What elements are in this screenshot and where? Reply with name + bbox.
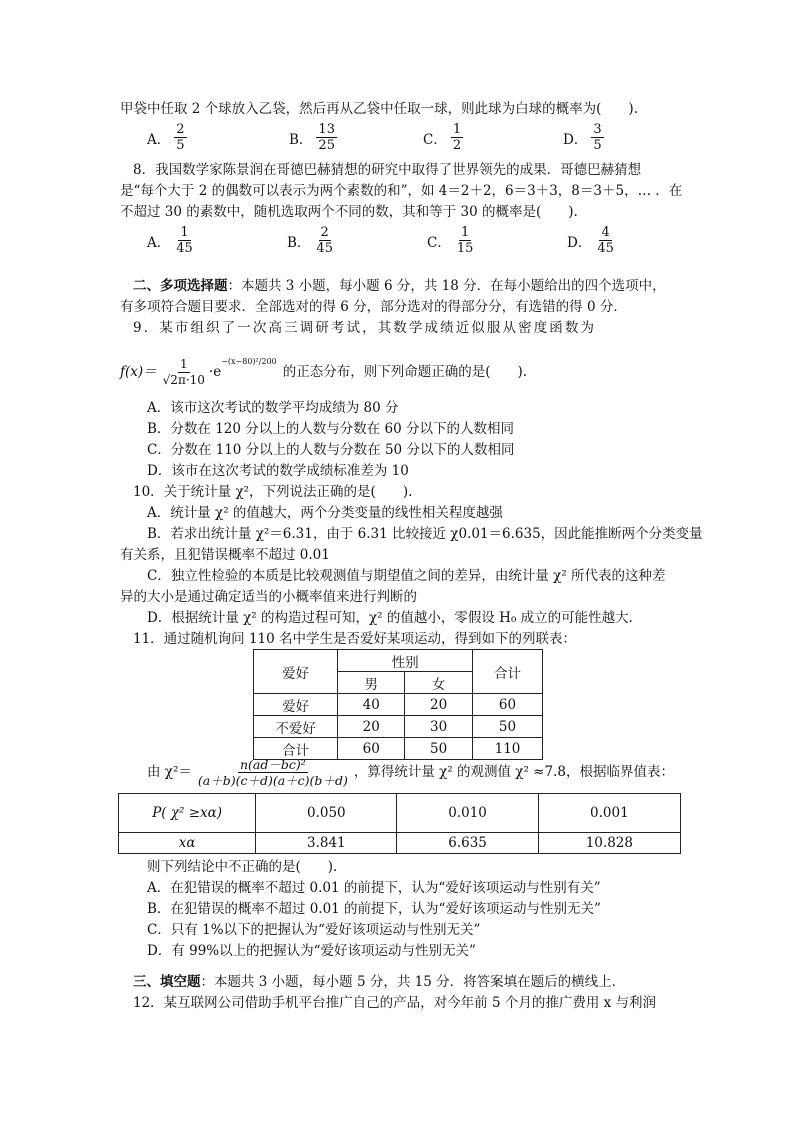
fraction: [595, 225, 616, 256]
q11-option-d: D．有 99%以上的把握认为“爱好该项运动与性别无关”: [147, 943, 476, 959]
table-cell: 0.050: [256, 794, 397, 833]
table-header-gender: 性别: [338, 650, 473, 672]
fraction-numerator: 13: [318, 122, 335, 137]
fraction: [316, 122, 337, 153]
fraction-denominator: (a＋b)(c＋d)(a＋c)(b＋d): [197, 773, 348, 788]
q9-density-fraction: [161, 357, 207, 388]
table-cell: 50: [405, 738, 473, 760]
fraction-numerator: n(ad－bc)²: [239, 757, 306, 772]
q7-option-c: [423, 122, 463, 153]
table-cell: 60: [473, 694, 543, 716]
table-cell: 6.635: [397, 833, 538, 854]
table-header-male: 男: [338, 672, 405, 694]
table-cell: 3.841: [256, 833, 397, 854]
table-cell: 50: [473, 716, 543, 738]
q12-line-1: 12．某互联网公司借助手机平台推广自己的产品，对今年前 5 个月的推广费用 x 与利润: [133, 995, 657, 1011]
option-label: C．: [427, 234, 451, 251]
q11-formula-tail: ，算得统计量 χ² 的观测值 χ² ≈7.8，根据临界值表：: [353, 764, 674, 780]
q9-option-c: C．分数在 110 分以上的人数与分数在 50 分以下的人数相同: [147, 442, 515, 458]
q10-option-d: D．根据统计量 χ² 的构造过程可知，χ² 的值越小，零假设 H₀ 成立的可能性越大．: [147, 610, 643, 626]
option-label: B．: [287, 234, 311, 251]
fraction-numerator: 1: [452, 122, 462, 137]
q11-formula-prefix: 由 χ²＝: [147, 764, 192, 780]
q8-line-2: 是“每个大于 2 的偶数可以表示为两个素数的和”，如 4＝2＋2，6＝3＋3，8＝3＋5，… ．在: [120, 183, 683, 199]
table-cell: 不爱好: [254, 716, 338, 738]
q8-option-b: [287, 225, 335, 256]
section-2-desc: ：本题共 3 小题，每小题 6 分，共 18 分．在每小题给出的四个选项中，: [227, 278, 666, 294]
fraction-numerator: 4: [601, 225, 610, 240]
q9-option-a: A．该市这次考试的数学平均成绩为 80 分: [147, 400, 399, 416]
q11-option-b: B．在犯错误的概率不超过 0.01 的前提下，认为“爱好该项运动与性别无关”: [147, 901, 601, 917]
fraction-numerator: 3: [593, 122, 602, 137]
option-label: D．: [563, 131, 588, 148]
fraction: [451, 122, 463, 153]
q9-line-1: 9．某市组织了一次高三调研考试，其数学成绩近似服从密度函数为: [133, 320, 597, 336]
fraction: [174, 225, 195, 256]
q11-option-c: C．只有 1%以下的把握认为“爱好该项运动与性别无关”: [147, 922, 481, 938]
table-cell: 110: [473, 738, 543, 760]
table-row: [119, 833, 681, 854]
table-cell: 0.001: [538, 794, 680, 833]
q8-line-3: 不超过 30 的素数中，随机选取两个不同的数，其和等于 30 的概率是( ).: [120, 204, 578, 220]
option-label: C．: [423, 131, 447, 148]
fraction-numerator: 2: [320, 225, 329, 240]
q7-option-b: [289, 122, 337, 153]
q8-line-1: 8．我国数学家陈景润在哥德巴赫猜想的研究中取得了世界领先的成果．哥德巴赫猜想: [133, 162, 642, 178]
critical-value-table: [118, 793, 681, 854]
table-row: [254, 694, 543, 716]
fraction-numerator: 2: [176, 122, 185, 137]
q9-option-b: B．分数在 120 分以上的人数与分数在 60 分以下的人数相同: [147, 421, 515, 437]
contingency-table: [253, 649, 543, 760]
fraction-denominator: 5: [593, 138, 602, 153]
fraction-denominator: 25: [318, 138, 335, 153]
fraction-denominator: √2π·10: [162, 373, 205, 387]
fraction-denominator: 45: [597, 241, 614, 256]
fraction: [455, 225, 476, 256]
q9-line-2-tail: 的正态分布，则下列命题正确的是( ).: [282, 364, 528, 380]
fraction-denominator: 15: [456, 241, 474, 256]
q11-stem: 11．通过随机询问 110 名中学生是否爱好某项运动，得到如下的列联表：: [133, 631, 577, 647]
table-cell: 爱好: [254, 694, 338, 716]
crit-label-p: P( χ² ≥xα): [119, 794, 256, 833]
q9-fx: f(x)＝: [120, 364, 157, 380]
q9-formula-line: [120, 350, 527, 388]
option-label: D．: [567, 234, 592, 251]
table-row: [119, 794, 681, 833]
q7-option-a: [147, 122, 187, 153]
table-header-total: 合计: [473, 650, 543, 694]
section-3-desc: ：本题共 3 小题，每小题 5 分，共 15 分．将答案填在题后的横线上．: [200, 974, 626, 990]
q8-option-d: [567, 225, 616, 256]
q10-option-b-1: B．若求出统计量 χ²＝6.31，由于 6.31 比较接近 χ0.01＝6.635，因此能推断两个分类变量: [147, 526, 703, 542]
table-cell: 20: [338, 716, 405, 738]
q11-question: 则下列结论中不正确的是( ).: [147, 859, 338, 875]
q11-formula-line: [147, 755, 674, 789]
q11-option-a: A．在犯错误的概率不超过 0.01 的前提下，认为“爱好该项运动与性别有关”: [147, 880, 601, 896]
fraction: [314, 225, 335, 256]
q8-option-c: [427, 225, 475, 256]
fraction: [174, 122, 186, 153]
q10-option-a: A．统计量 χ² 的值越大，两个分类变量的线性相关程度越强: [147, 505, 503, 521]
q10-option-b-2: 有关系，且犯错误概率不超过 0.01: [120, 547, 330, 563]
q9-exp-power: −(x−80)²/200: [221, 357, 277, 366]
section-3-header: [133, 973, 625, 992]
fraction-denominator: 45: [316, 241, 333, 256]
section-2-title: 二、多项选择题: [133, 278, 228, 294]
fraction-denominator: 5: [176, 138, 185, 153]
table-header-female: 女: [405, 672, 473, 694]
q7-option-d: [563, 122, 604, 153]
q8-option-a: [147, 225, 195, 256]
table-row: [254, 716, 543, 738]
section-3-title: 三、填空题: [133, 974, 201, 990]
option-label: A．: [147, 234, 171, 251]
table-cell: 20: [405, 694, 473, 716]
fraction-denominator: 45: [176, 241, 193, 256]
table-cell: 0.010: [397, 794, 538, 833]
section-2-header: [133, 277, 666, 296]
q10-option-c-2: 异的大小是通过确定适当的小概率值来进行判断的: [120, 589, 417, 605]
crit-label-x: xα: [119, 833, 256, 854]
chi-square-fraction: [196, 757, 350, 788]
table-header-corner: 爱好: [254, 650, 338, 694]
q7-stem-tail: 甲袋中任取 2 个球放入乙袋，然后再从乙袋中任取一球，则此球为白球的概率为( ).: [120, 101, 638, 117]
table-cell: 10.828: [538, 833, 680, 854]
option-label: A．: [147, 131, 171, 148]
table-cell: 60: [338, 738, 405, 760]
option-label: B．: [289, 131, 313, 148]
fraction-numerator: 1: [460, 225, 470, 240]
q10-stem: 10．关于统计量 χ²，下列说法正确的是( ).: [133, 484, 413, 500]
fraction-numerator: 1: [180, 225, 189, 240]
fraction: [591, 122, 603, 153]
fraction-denominator: 2: [452, 138, 462, 153]
table-cell: 合计: [254, 738, 338, 760]
fraction-numerator: 1: [179, 357, 188, 371]
table-cell: 40: [338, 694, 405, 716]
q10-option-c-1: C．独立性检验的本质是比较观测值与期望值之间的差异，由统计量 χ² 所代表的这种差: [147, 568, 666, 584]
section-2-line-2: 有多项符合题目要求．全部选对的得 6 分，部分选对的得部分分，有选错的得 0 分．: [120, 299, 627, 315]
table-cell: 30: [405, 716, 473, 738]
q9-exp-base: ·e: [208, 364, 222, 380]
q9-option-d: D．该市在这次考试的数学成绩标准差为 10: [147, 463, 409, 479]
